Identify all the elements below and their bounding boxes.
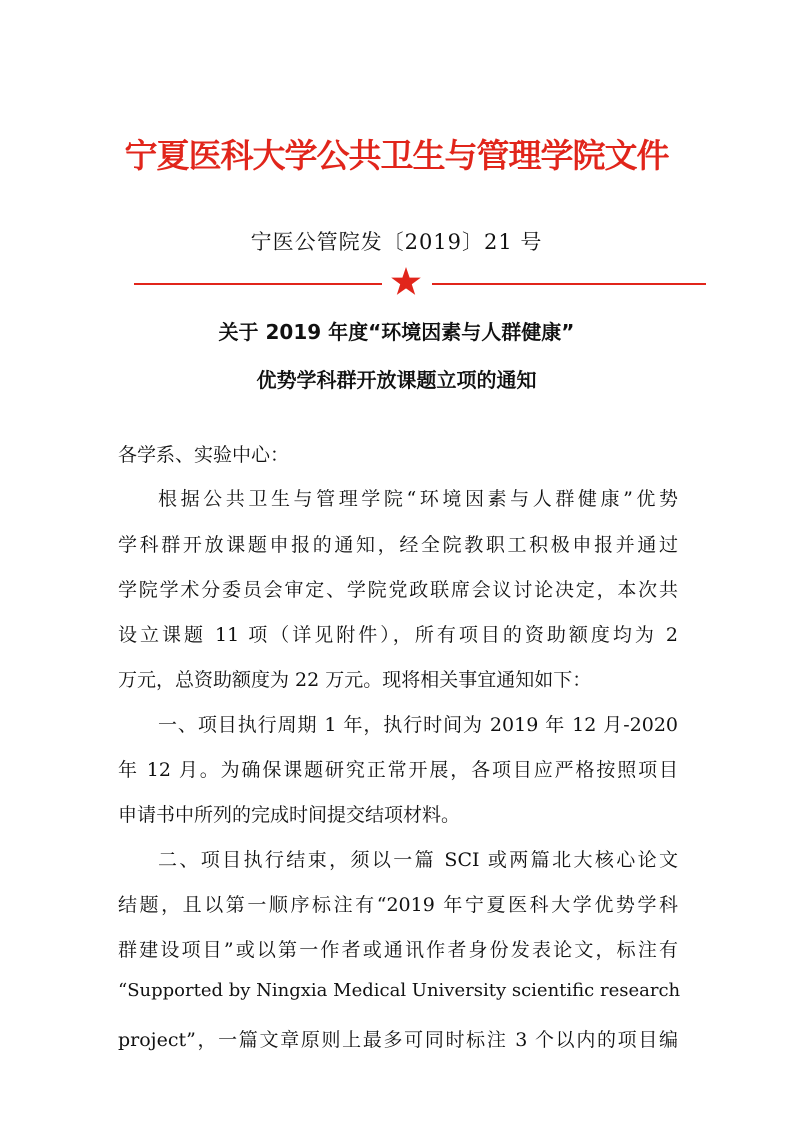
body-line: 学科群开放课题申报的通知，经全院教职工积极申报并通过: [118, 534, 678, 556]
body-line: 万元，总资助额度为 22 万元。现将相关事宜通知如下：: [118, 669, 592, 691]
body-line: 群建设项目”或以第一作者或通讯作者身份发表论文，标注有: [118, 939, 678, 961]
notice-title-line-1: 关于 2019 年度“环境因素与人群健康”: [218, 320, 575, 344]
red-star-icon: [390, 266, 422, 298]
body-line: 学院学术分委员会审定、学院党政联席会议讨论决定，本次共: [118, 579, 678, 601]
body-line: “Supported by Ningxia Medical University scientific research: [118, 980, 681, 1001]
body-line: 一、项目执行周期 1 年，执行时间为 2019 年 12 月-2020: [158, 714, 678, 736]
body-line: 年 12 月。为确保课题研究正常开展，各项目应严格按照项目: [118, 759, 678, 781]
body-line: 根据公共卫生与管理学院“环境因素与人群健康”优势: [158, 488, 678, 510]
body-line: 申请书中所列的完成时间提交结项材料。: [118, 804, 461, 826]
body-line: 二、项目执行结束，须以一篇 SCI 或两篇北大核心论文: [158, 849, 678, 871]
red-rule-left: [134, 283, 382, 285]
org-title: 宁夏医科大学公共卫生与管理学院文件: [124, 136, 669, 175]
body-line: 结题，且以第一顺序标注有“2019 年宁夏医科大学优势学科: [118, 894, 678, 916]
body-line: project”，一篇文章原则上最多可同时标注 3 个以内的项目编: [118, 1029, 678, 1051]
notice-title-line-2: 优势学科群开放课题立项的通知: [256, 368, 537, 392]
salutation: 各学系、实验中心：: [118, 444, 290, 466]
red-rule-right: [432, 283, 706, 285]
document-number: 宁医公管院发〔2019〕21 号: [250, 230, 543, 254]
body-line: 设立课题 11 项（详见附件），所有项目的资助额度均为 2: [118, 624, 678, 646]
